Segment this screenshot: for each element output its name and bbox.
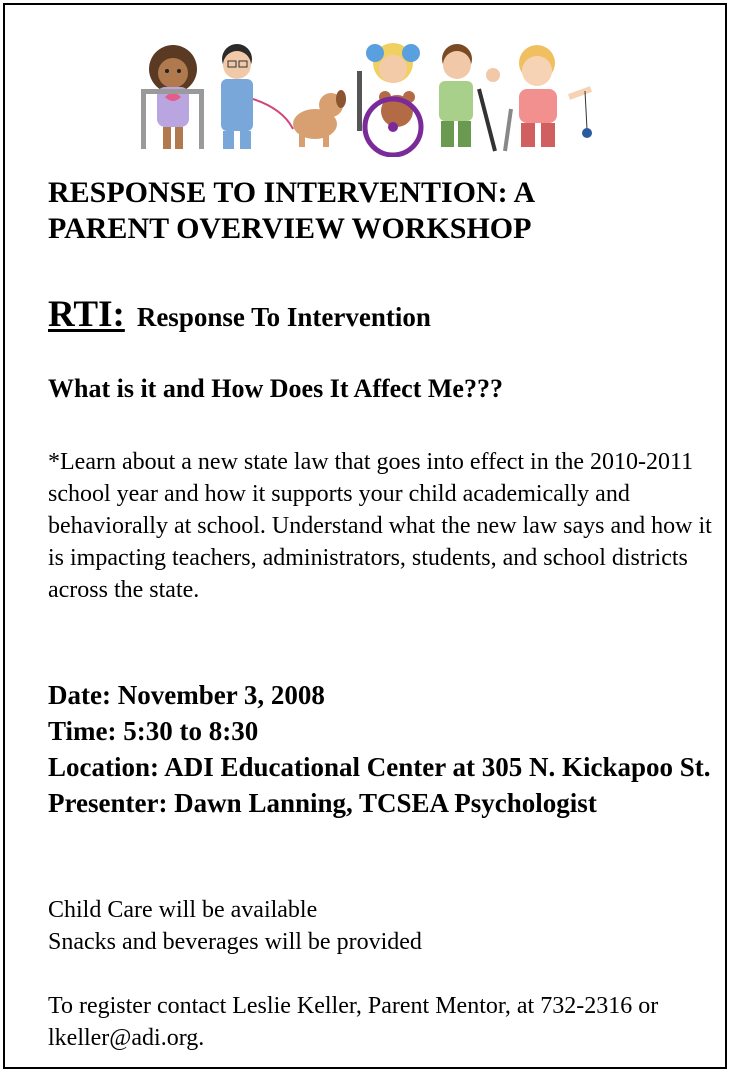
rti-abbreviation: RTI: (48, 294, 125, 335)
event-date: Date: November 3, 2008 (48, 680, 325, 710)
title-line: RESPONSE TO INTERVENTION: A (48, 176, 536, 209)
event-presenter: Presenter: Dawn Lanning, TCSEA Psychologist (48, 788, 597, 818)
boy-dog-icon (221, 44, 346, 149)
event-location: Location: ADI Educational Center at 305 N. Kickapoo St. (48, 752, 711, 782)
title-line: PARENT OVERVIEW WORKSHOP (48, 212, 532, 245)
workshop-title (48, 175, 688, 247)
registration-info: To register contact Leslie Keller, Parent Mentor, at 732-2316 or lkeller@adi.org. (48, 993, 659, 1051)
event-time: Time: 5:30 to 8:30 (48, 716, 259, 746)
workshop-flyer (3, 3, 727, 1069)
rti-full-name: Response To Intervention (136, 302, 431, 332)
question-heading: What is it and How Does It Affect Me??? (48, 374, 503, 403)
girl-wheelchair-icon (357, 43, 421, 155)
event-details (48, 677, 720, 821)
boy-cane-icon (505, 45, 592, 151)
workshop-description: *Learn about a new state law that goes into effect in the 2010-2011 school year and how it supports your child academically and behaviorally at school. Understand what the new law says and how it is impacting teachers, administrators, students, and school districts across the state. (48, 449, 712, 603)
event-notes (48, 894, 708, 958)
snacks-note: Snacks and beverages will be provided (48, 929, 422, 955)
children-clipart-icon (135, 39, 615, 157)
girl-walker-icon (141, 45, 204, 149)
rti-heading (48, 293, 431, 336)
child-care-note: Child Care will be available (48, 897, 318, 923)
boy-crutch-icon (439, 44, 500, 151)
